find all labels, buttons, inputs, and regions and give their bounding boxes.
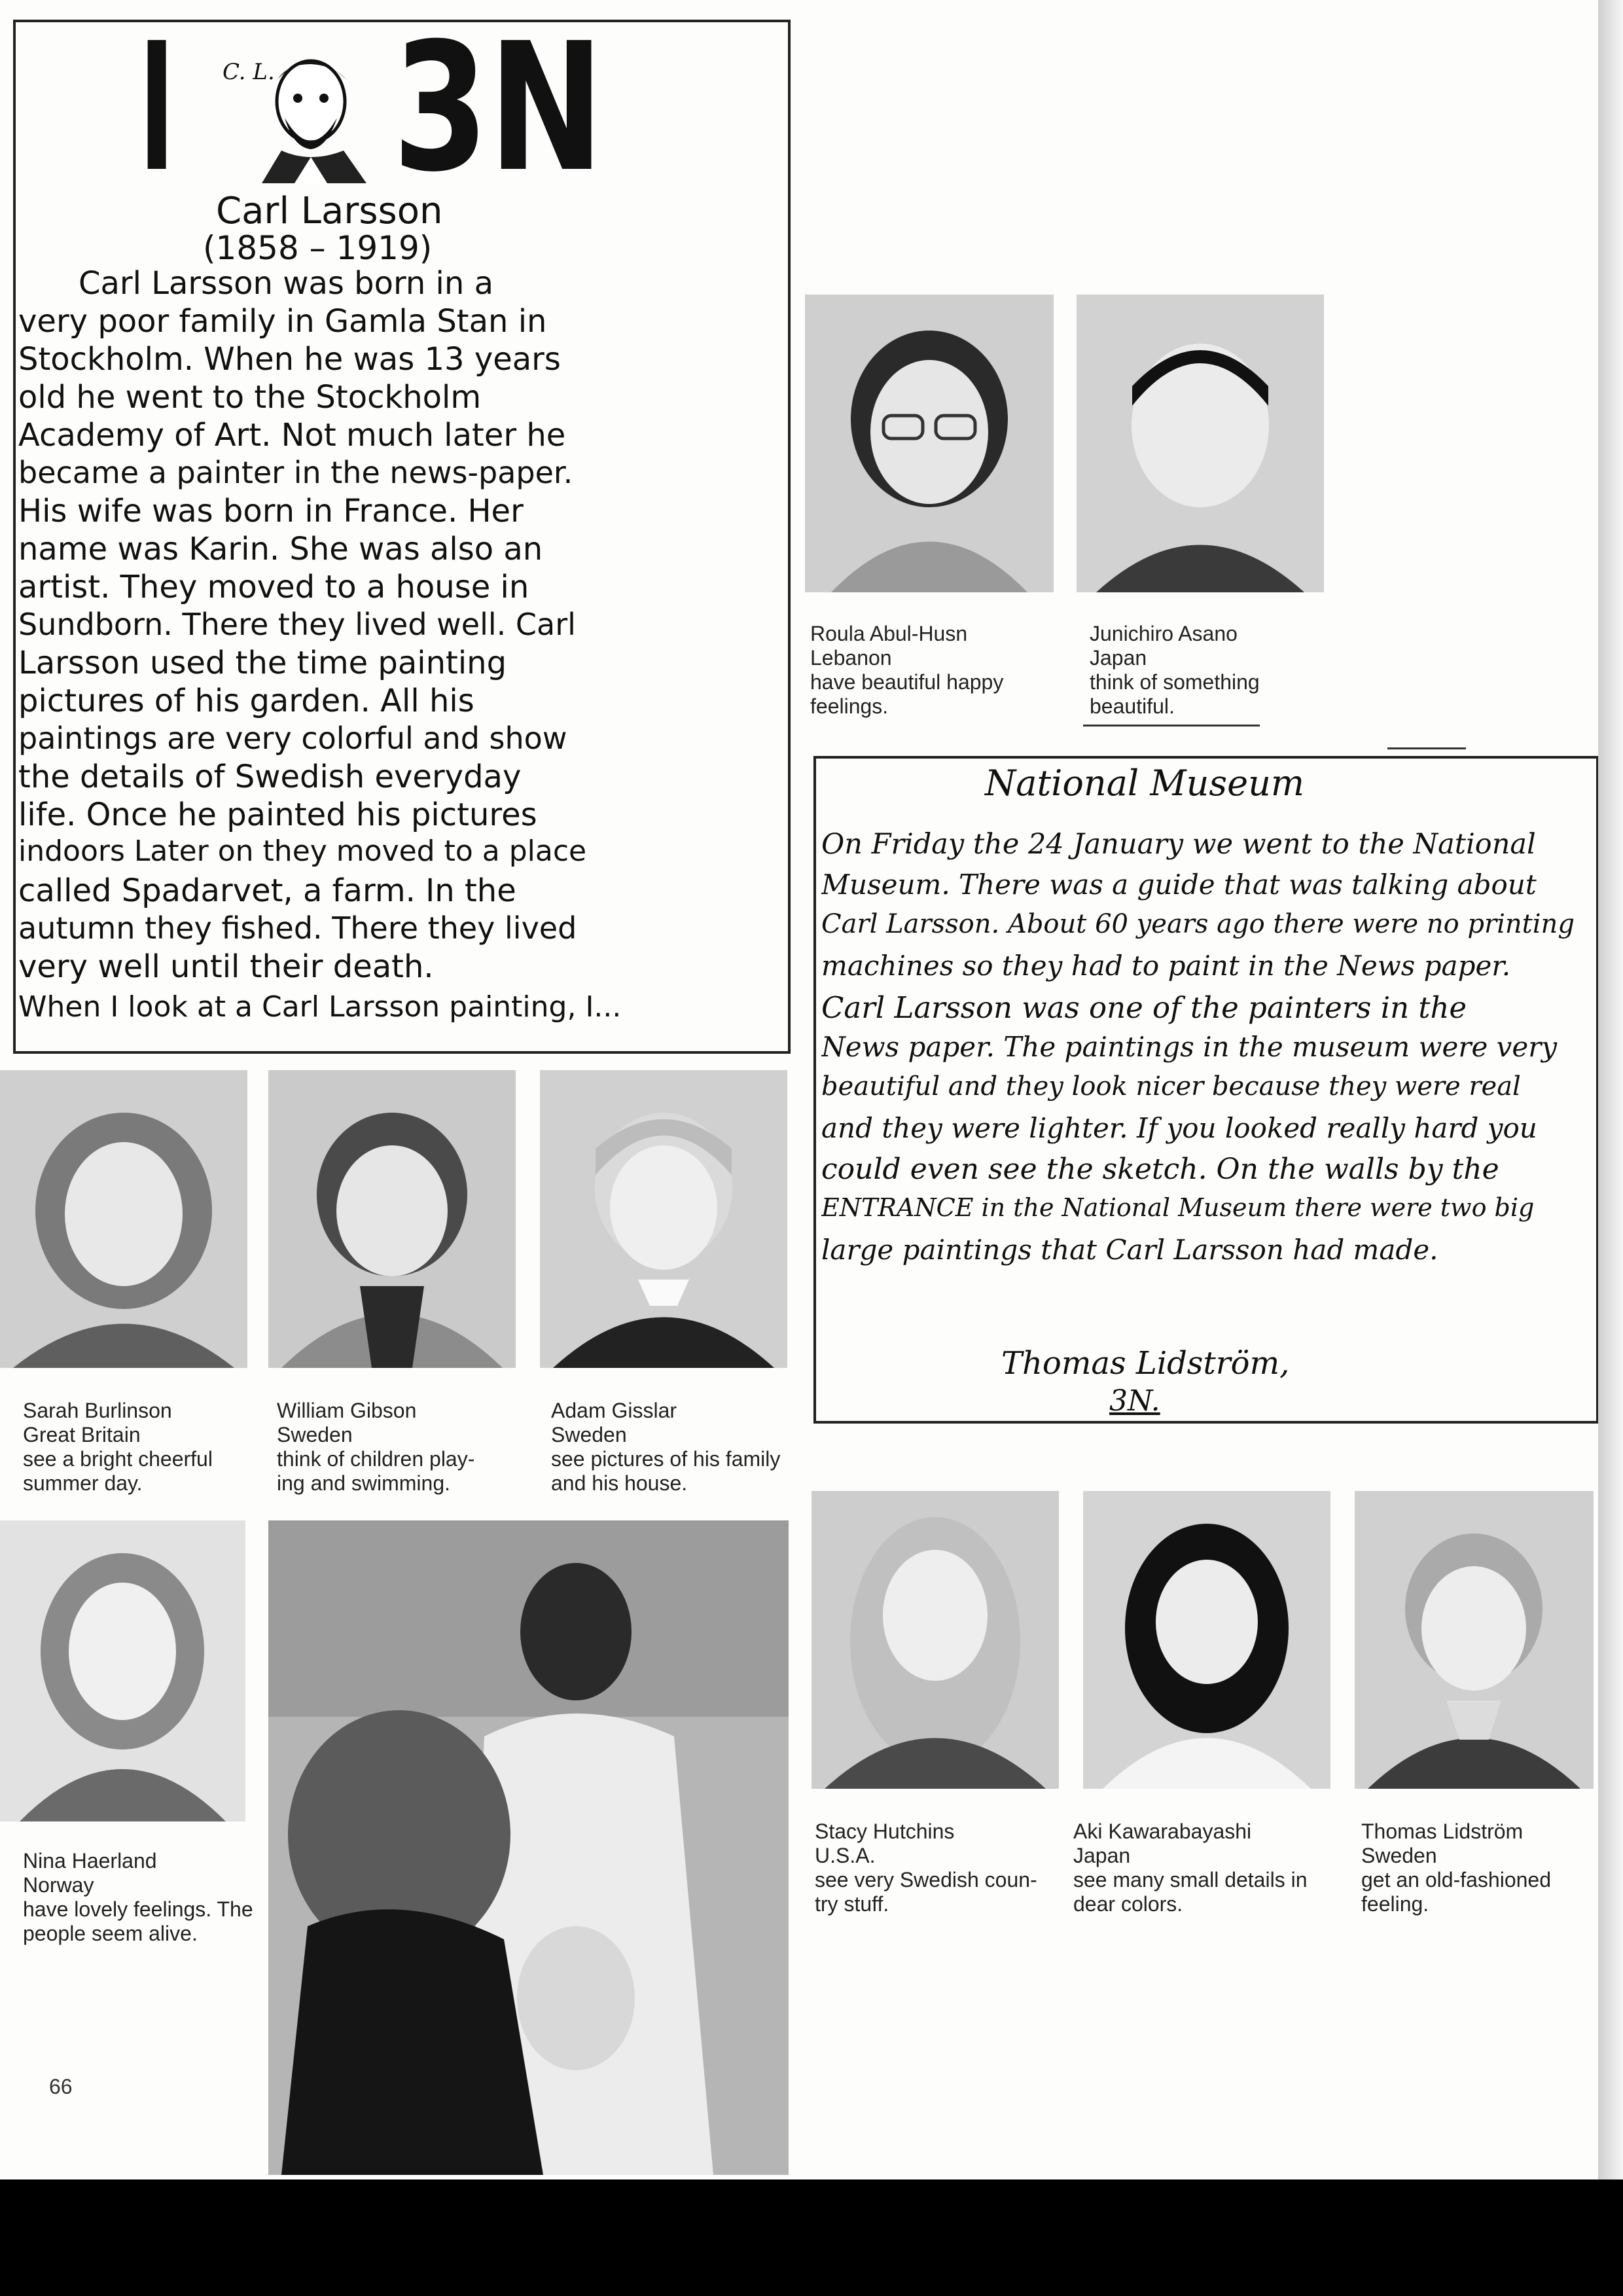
essay-line: could even see the sketch. On the walls by the [821,1153,1499,1186]
essay-line: Sundborn. There they lived well. Carl [18,607,576,642]
student-quote-line: dear colors. [1073,1892,1183,1916]
student-quote-line: see pictures of his family [551,1447,781,1471]
student-quote-line: try stuff. [815,1892,889,1916]
student-country: Sweden [551,1423,627,1446]
essay-line: Carl Larsson. About 60 years ago there were no printing [821,909,1575,939]
essay-line: Academy of Art. Not much later he [18,417,566,454]
caption-aki-kawarabayashi [1073,1820,1348,1916]
photo-thomas-lidstrom [1355,1491,1594,1789]
essay-line: When I look at a Carl Larsson painting, I... [18,990,622,1024]
page-edge-shadow [1598,0,1623,2179]
photo-stacy-hutchins [812,1491,1059,1789]
caption-roula-abul-husn [810,622,1072,719]
student-name: Stacy Hutchins [815,1820,955,1843]
photo-aki-kawarabayashi [1083,1491,1330,1789]
essay-signature-name: Thomas Lidström, [1001,1345,1290,1382]
essay-line: Museum. There was a guide that was talking about [821,869,1537,901]
divider-line [1083,725,1260,726]
essay-line: pictures of his garden. All his [18,683,474,719]
student-country: Norway [23,1873,94,1897]
student-name: Aki Kawarabayashi [1073,1820,1252,1843]
essay-line: paintings are very colorful and show [18,721,567,756]
student-name: Nina Haerland [23,1849,157,1873]
essay-line: very poor family in Gamla Stan in [18,303,547,340]
student-country: Japan [1073,1844,1131,1867]
student-quote-line: and his house. [551,1471,688,1495]
essay-dates: (1858 – 1919) [203,229,433,267]
essay-body-carl-larsson [18,265,784,1050]
essay-line: News paper. The paintings in the museum were very [821,1031,1558,1063]
student-name: Roula Abul-Husn [810,622,968,645]
essay-line: became a painter in the news-paper. [18,455,573,490]
caption-junichiro-asano [1090,622,1351,719]
student-quote-line: think of children play- [277,1447,475,1471]
divider-line [1387,747,1466,749]
essay-signature-class: 3N. [1109,1384,1160,1418]
student-country: Japan [1090,646,1147,670]
student-quote-line: summer day. [23,1471,143,1495]
student-quote-line: ing and swimming. [277,1471,450,1495]
student-country: Great Britain [23,1423,141,1446]
essay-line: old he went to the Stockholm [18,379,482,416]
student-quote-line: think of something [1090,670,1260,694]
header-letter-i: I [139,5,175,211]
photo-adam-gisslar [540,1070,787,1368]
scan-border-bottom [0,2179,1623,2296]
student-quote-line: get an old-fashioned [1361,1868,1551,1892]
essay-line: machines so they had to paint in the News paper. [821,950,1511,982]
student-name: Adam Gisslar [551,1399,677,1422]
essay-line: Carl Larsson was one of the painters in the [821,990,1467,1025]
student-quote-line: feelings. [810,694,889,718]
student-quote-line: people seem alive. [23,1922,198,1945]
essay-title-national-museum: National Museum [985,762,1305,804]
student-name: William Gibson [277,1399,417,1422]
essay-line: Larsson used the time painting [18,645,507,681]
page-number: 66 [49,2075,73,2098]
essay-line: Stockholm. When he was 13 years [18,341,561,378]
essay-line: artist. They moved to a house in [18,569,529,605]
student-country: Sweden [1361,1844,1437,1867]
caption-william-gibson [277,1399,539,1496]
essay-line: the details of Swedish everyday [18,759,522,795]
essay-line: autumn they fished. There they lived [18,910,577,946]
caption-nina-haerland [23,1849,285,1946]
essay-line: On Friday the 24 January we went to the National [821,828,1536,861]
student-name: Junichiro Asano [1090,622,1238,645]
essay-line: life. Once he painted his pictures [18,797,537,833]
essay-line: His wife was born in France. Her [18,493,524,529]
essay-title-carl-larsson: Carl Larsson [216,190,443,232]
essay-line: name was Karin. She was also an [18,531,543,567]
photo-sarah-burlinson [0,1070,247,1368]
student-quote-line: feeling. [1361,1892,1429,1916]
essay-line: Carl Larsson was born in a [79,265,493,302]
student-quote-line: see very Swedish coun- [815,1868,1037,1892]
essay-body-national-museum [821,828,1594,1286]
photo-roula-abul-husn [805,295,1054,592]
header-class-code: 3N [393,5,604,211]
photo-william-gibson [268,1070,516,1368]
essay-line: very well until their death. [18,948,434,985]
essay-line: indoors Later on they moved to a place [18,834,587,868]
photo-junichiro-asano [1077,295,1324,592]
essay-line: beautiful and they look nicer because they were real [821,1071,1521,1102]
carl-larsson-portrait-sketch [223,33,386,183]
student-quote-line: see a bright cheerful [23,1447,213,1471]
student-country: U.S.A. [815,1844,876,1867]
caption-adam-gisslar [551,1399,826,1496]
student-name: Thomas Lidström [1361,1820,1524,1843]
student-country: Lebanon [810,646,892,670]
student-quote-line: have beautiful happy [810,670,1004,694]
essay-line: and they were lighter. If you looked really hard you [821,1112,1537,1144]
essay-line: large paintings that Carl Larsson had made. [821,1234,1438,1266]
student-quote-line: have lovely feelings. The [23,1897,253,1921]
portrait-signature: C. L. [223,59,275,85]
caption-thomas-lidstrom [1361,1820,1597,1916]
student-quote-line: beautiful. [1090,694,1175,718]
photo-nina-haerland [0,1520,245,1821]
student-quote-line: see many small details in [1073,1868,1308,1892]
essay-line: called Spadarvet, a farm. In the [18,872,516,909]
essay-line: ENTRANCE in the National Museum there were two big [821,1193,1535,1222]
caption-sarah-burlinson [23,1399,272,1496]
photo-children-museum-visit [268,1520,789,2175]
student-name: Sarah Burlinson [23,1399,172,1422]
student-country: Sweden [277,1423,353,1446]
caption-stacy-hutchins [815,1820,1090,1916]
